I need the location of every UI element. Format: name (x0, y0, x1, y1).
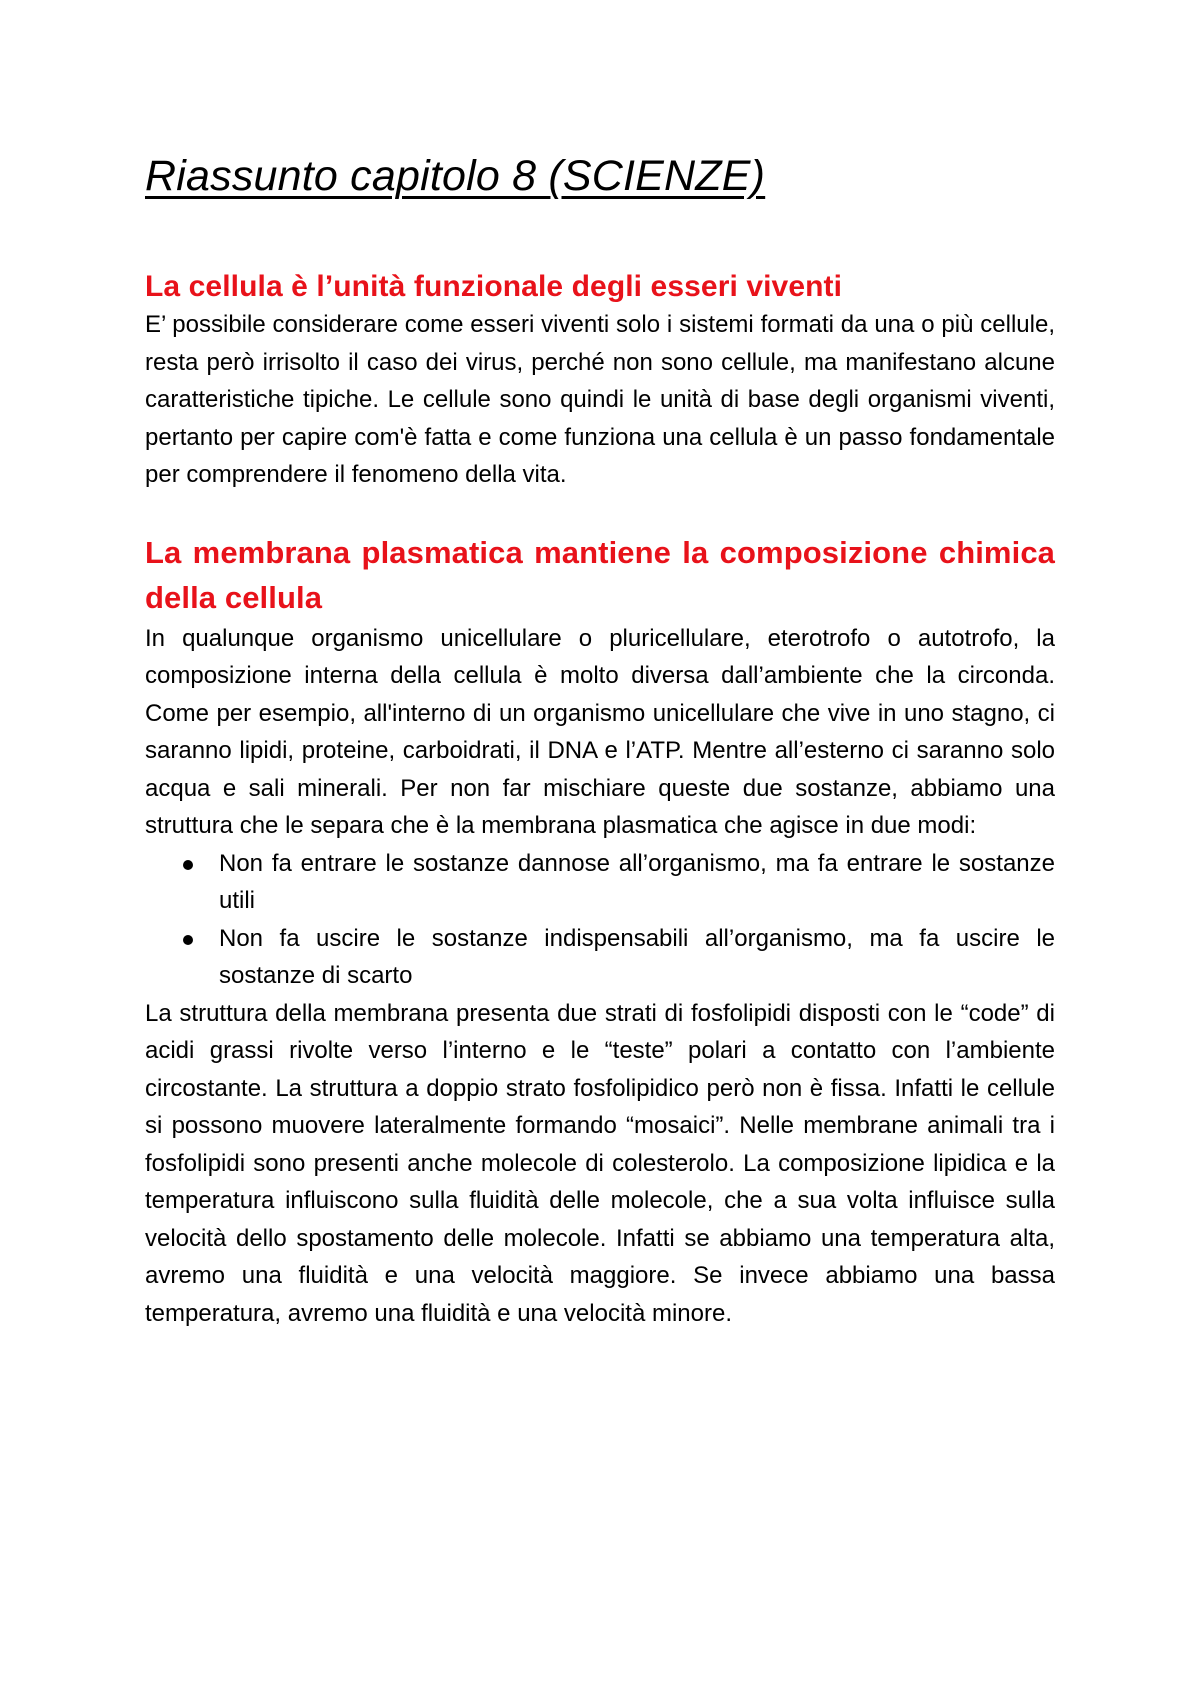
bullet-dot-icon (183, 860, 193, 870)
bullet-item (219, 845, 1055, 920)
section-intro-membrana: In qualunque organismo unicellulare o pluricellulare, eterotrofo o autotrofo, la composizione interna della cellula è molto diversa dall’ambiente che la circonda. Come per esempio, all'interno di un organismo unicellulare che vive in uno stagno, ci saranno lipidi, proteine, carboidrati, il DNA e l’ATP. Mentre all’esterno ci saranno solo acqua e sali minerali. Per non far mischiare queste due sostanze, abbiamo una struttura che le separa che è la membrana plasmatica che agisce in due modi: (145, 624, 1055, 839)
section-outro-membrana: La struttura della membrana presenta due strati di fosfolipidi disposti con le “code” di acidi grassi rivolte verso l’interno e le “teste” polari a contatto con l’ambiente circostante. La struttura a doppio strato fosfolipidico però non è fissa. Infatti le cellule si possono muovere lateralmente formando “mosaici”. Nelle membrane animali tra i fosfolipidi sono presenti anche molecole di colesterolo. La composizione lipidica e la temperatura influiscono sulla fluidità delle molecole, che a sua volta influisce sulla velocità dello spostamento delle molecole. Infatti se abbiamo una temperatura alta, avremo una fluidità e una velocità maggiore. Se invece abbiamo una bassa temperatura, avremo una fluidità e una velocità minore. (145, 999, 1055, 1327)
section-heading-cellula: La cellula è l’unità funzionale degli esseri viventi (145, 270, 843, 303)
document-page (145, 150, 1055, 1332)
bullet-text: Non fa uscire le sostanze indispensabili all’organismo, ma fa uscire le sostanze di scarto (219, 924, 1055, 989)
bullet-item (219, 920, 1055, 995)
section-paragraph-cellula: E’ possibile considerare come esseri viventi solo i sistemi formati da una o più cellule, resta però irrisolto il caso dei virus, perché non sono cellule, ma manifestano alcune caratteristiche tipiche. Le cellule sono quindi le unità di base degli organismi viventi, pertanto per capire com'è fatta e come funziona una cellula è un passo fondamentale per comprendere il fenomeno della vita. (145, 311, 1055, 488)
document-title: Riassunto capitolo 8 (SCIENZE) (145, 152, 766, 200)
bullet-list (145, 845, 1055, 995)
section-heading-membrana: La membrana plasmatica mantiene la composizione chimica della cellula (145, 534, 1055, 615)
bullet-text: Non fa entrare le sostanze dannose all’organismo, ma fa entrare le sostanze utili (219, 849, 1055, 914)
bullet-dot-icon (183, 935, 193, 945)
